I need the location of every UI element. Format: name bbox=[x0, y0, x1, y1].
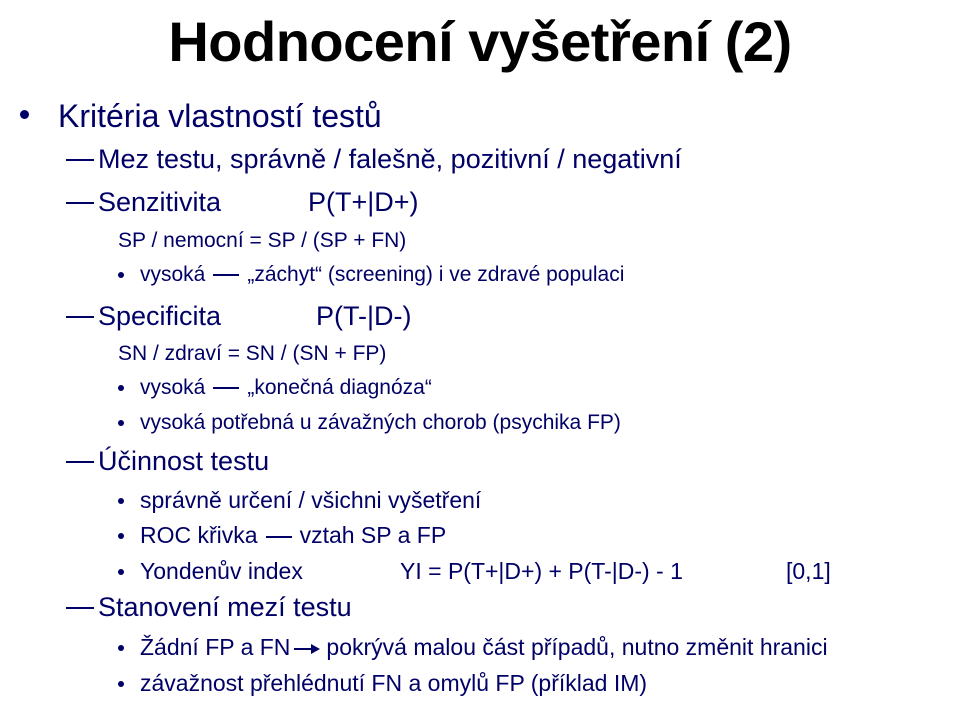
stanoveni-item-1 bbox=[140, 632, 828, 662]
dot-marker bbox=[118, 681, 124, 687]
dash-marker bbox=[66, 159, 94, 161]
specificita-high-line bbox=[140, 374, 432, 402]
arrow-right-icon bbox=[294, 642, 320, 656]
mez-testu-text: Mez testu, správně / falešně, pozitivní / negativní bbox=[98, 144, 682, 174]
dot-marker bbox=[118, 420, 124, 426]
dot-marker bbox=[118, 498, 124, 504]
specificita-high-b: „konečná diagnóza“ bbox=[247, 376, 432, 399]
main-bullet-text: Kritéria vlastností testů bbox=[58, 98, 382, 134]
specificita-label: Specificita bbox=[98, 301, 222, 331]
stanoveni-item-1a: Žádní FP a FN bbox=[140, 634, 291, 660]
yonden-label: Yondenův index bbox=[140, 558, 303, 584]
senzitivita-high-a: vysoká bbox=[140, 263, 206, 286]
senzitivita-definition: SP / nemocní = SP / (SP + FN) bbox=[118, 229, 407, 252]
senzitivita-label: Senzitivita bbox=[98, 187, 222, 217]
yonden-formula: YI = P(T+|D+) + P(T-|D-) - 1 bbox=[400, 558, 683, 584]
dot-marker bbox=[118, 385, 124, 391]
senzitivita-high-b: „záchyt“ (screening) i ve zdravé populaci bbox=[247, 263, 625, 286]
yonden-range: [0,1] bbox=[786, 558, 831, 584]
roc-desc: vztah SP a FP bbox=[299, 522, 447, 548]
inline-dash bbox=[213, 387, 239, 389]
bullet-marker bbox=[20, 110, 29, 119]
specificita-definition: SN / zdraví = SN / (SN + FP) bbox=[118, 342, 387, 365]
specificita-formula: P(T-|D-) bbox=[316, 301, 412, 331]
dot-marker bbox=[118, 569, 124, 575]
stanoveni-item-2: závažnost přehlédnutí FN a omylů FP (příklad IM) bbox=[140, 670, 648, 696]
ucinnost-item-1: správně určení / všichni vyšetření bbox=[140, 487, 482, 513]
dot-marker bbox=[118, 272, 124, 278]
slide-title: Hodnocení vyšetření (2) bbox=[168, 10, 792, 73]
dash-marker bbox=[66, 461, 94, 463]
dot-marker bbox=[118, 533, 124, 539]
dash-marker bbox=[66, 202, 94, 204]
specificita-need: vysoká potřebná u závažných chorob (psychika FP) bbox=[140, 411, 621, 434]
inline-dash bbox=[266, 536, 292, 538]
dash-marker bbox=[66, 316, 94, 318]
ucinnost-item-2 bbox=[140, 520, 446, 550]
ucinnost-label: Účinnost testu bbox=[98, 446, 270, 476]
senzitivita-high-line bbox=[140, 261, 624, 289]
specificita-high-a: vysoká bbox=[140, 376, 206, 399]
inline-dash bbox=[213, 274, 239, 276]
dash-marker bbox=[66, 607, 94, 609]
stanoveni-label: Stanovení mezí testu bbox=[98, 592, 352, 622]
senzitivita-formula: P(T+|D+) bbox=[308, 187, 419, 217]
stanoveni-item-1b: pokrývá malou část případů, nutno změnit hranici bbox=[326, 634, 828, 660]
roc-label: ROC křivka bbox=[140, 522, 258, 548]
dot-marker bbox=[118, 645, 124, 651]
